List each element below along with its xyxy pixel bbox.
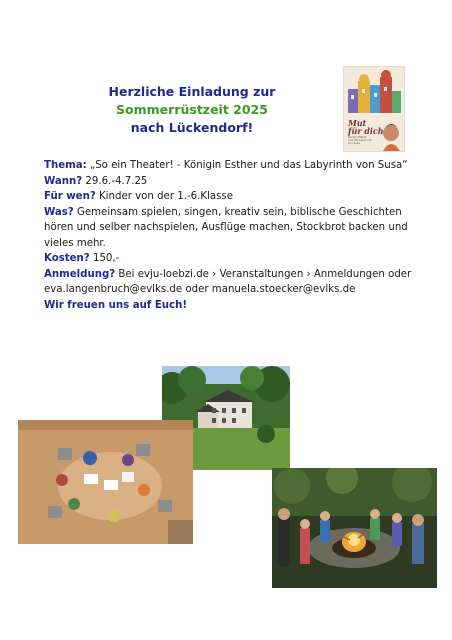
program-cover-image (343, 66, 405, 152)
what-label: Was? (44, 206, 74, 218)
heading-line-2: Sommerrüstzeit 2025 (116, 102, 268, 117)
cost-label: Kosten? (44, 253, 90, 264)
cost-row (44, 251, 419, 267)
theme-value: „So ein Theater! - Königin Esther und das Labyrinth von Susa“ (86, 160, 408, 171)
theme-label: Thema: (44, 160, 87, 171)
when-label: Wann? (44, 175, 83, 187)
who-value: Kinder von der 1.-6.Klasse (95, 191, 234, 202)
workshop-photo (18, 420, 193, 544)
when-value: 29.6.-4.7.25 (82, 175, 148, 187)
what-row (44, 205, 419, 252)
cost-value: 150,- (89, 253, 120, 264)
event-details (44, 158, 419, 313)
cover-subtitle: Königin Esther und das Labyrinth von Susa (348, 136, 372, 145)
heading-line-3: nach Lückendorf! (130, 120, 254, 135)
heading-line-1: Herzliche Einladung zur (108, 84, 276, 99)
register-row (44, 267, 419, 298)
cover-title: Mut für dich (348, 118, 384, 136)
campfire-photo (272, 468, 437, 588)
who-label: Für wen? (44, 191, 96, 202)
closing-line: Wir freuen uns auf Euch! (44, 299, 187, 311)
who-row (44, 189, 419, 205)
register-value: Bei evju-loebzi.de › Veranstaltungen › Anmeldungen oder eva.langenbruch@evlks.de oder manuela.stoecker@evlks.de (44, 268, 412, 295)
register-label: Anmeldung? (44, 268, 116, 280)
theme-row (44, 158, 419, 174)
what-value: Gemeinsam spielen, singen, kreativ sein, biblische Geschichten hören und selber nachspielen, Ausflüge machen, Stockbrot backen und vieles mehr. (44, 206, 408, 249)
when-row (44, 174, 419, 190)
invitation-heading (92, 83, 292, 137)
